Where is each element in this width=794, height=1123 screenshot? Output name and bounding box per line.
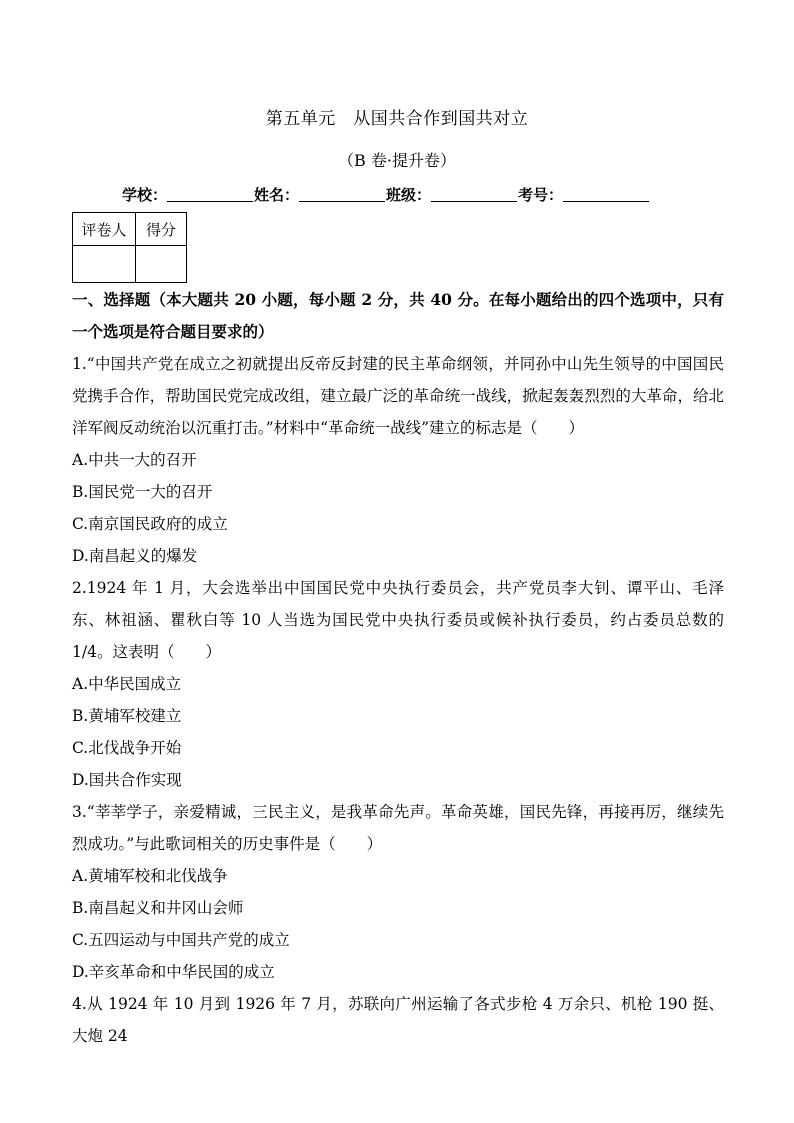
exam-content — [72, 284, 724, 1052]
exam-no-blank[interactable] — [563, 187, 649, 202]
question-stem: 4.从 1924 年 10 月到 1926 年 7 月，苏联向广州运输了各式步枪 4 万余只、机枪 190 挺、大炮 24 — [72, 995, 724, 1045]
score-cell[interactable] — [136, 246, 187, 283]
grader-cell[interactable] — [73, 246, 136, 283]
page-subtitle: （B 卷·提升卷） — [338, 151, 456, 170]
name-label: 姓名： — [254, 186, 300, 204]
name-blank[interactable] — [299, 187, 385, 202]
exam-no-label: 考号： — [518, 186, 564, 204]
option-d[interactable]: D.国共合作实现 — [72, 771, 182, 789]
option-b[interactable]: B.国民党一大的召开 — [72, 483, 213, 501]
class-label: 班级： — [386, 186, 432, 204]
option-b[interactable]: B.南昌起义和井冈山会师 — [72, 899, 244, 917]
option-d[interactable]: D.辛亥革命和中华民国的成立 — [72, 963, 275, 981]
option-a[interactable]: A.中共一大的召开 — [72, 451, 197, 469]
score-table — [72, 212, 187, 283]
school-blank[interactable] — [167, 187, 253, 202]
option-d[interactable]: D.南昌起义的爆发 — [72, 547, 198, 565]
option-a[interactable]: A.黄埔军校和北伐战争 — [72, 867, 228, 885]
class-blank[interactable] — [431, 187, 517, 202]
option-c[interactable]: C.南京国民政府的成立 — [72, 515, 228, 533]
grader-header: 评卷人 — [73, 213, 136, 246]
option-c[interactable]: C.五四运动与中国共产党的成立 — [72, 931, 290, 949]
option-b[interactable]: B.黄埔军校建立 — [72, 707, 182, 725]
question-stem: 1.“中国共产党在成立之初就提出反帝反封建的民主革命纲领，并同孙中山先生领导的中国国民党携手合作，帮助国民党完成改组，建立最广泛的革命统一战线，掀起轰轰烈烈的大革命，给北洋军阀反动统治以沉重打击。”材料中“革命统一战线”建立的标志是（ ） — [72, 355, 724, 437]
question-stem: 2.1924 年 1 月，大会选举出中国国民党中央执行委员会，共产党员李大钊、谭平山、毛泽东、林祖涵、瞿秋白等 10 人当选为国民党中央执行委员或候补执行委员，约占委员总数的 1/4。这表明（ ） — [72, 579, 724, 661]
page-title: 第五单元 从国共合作到国共对立 — [265, 109, 529, 129]
score-header: 得分 — [136, 213, 187, 246]
option-c[interactable]: C.北伐战争开始 — [72, 739, 182, 757]
school-label: 学校： — [122, 186, 168, 204]
student-info-row — [122, 184, 650, 205]
option-a[interactable]: A.中华民国成立 — [72, 675, 182, 693]
question-stem: 3.“莘莘学子，亲爱精诚，三民主义，是我革命先声。革命英雄，国民先锋，再接再厉，继续先烈成功。”与此歌词相关的历史事件是（ ） — [72, 803, 724, 853]
section-heading: 一、选择题（本大题共 20 小题，每小题 2 分，共 40 分。在每小题给出的四个选项中，只有一个选项是符合题目要求的） — [72, 290, 724, 341]
